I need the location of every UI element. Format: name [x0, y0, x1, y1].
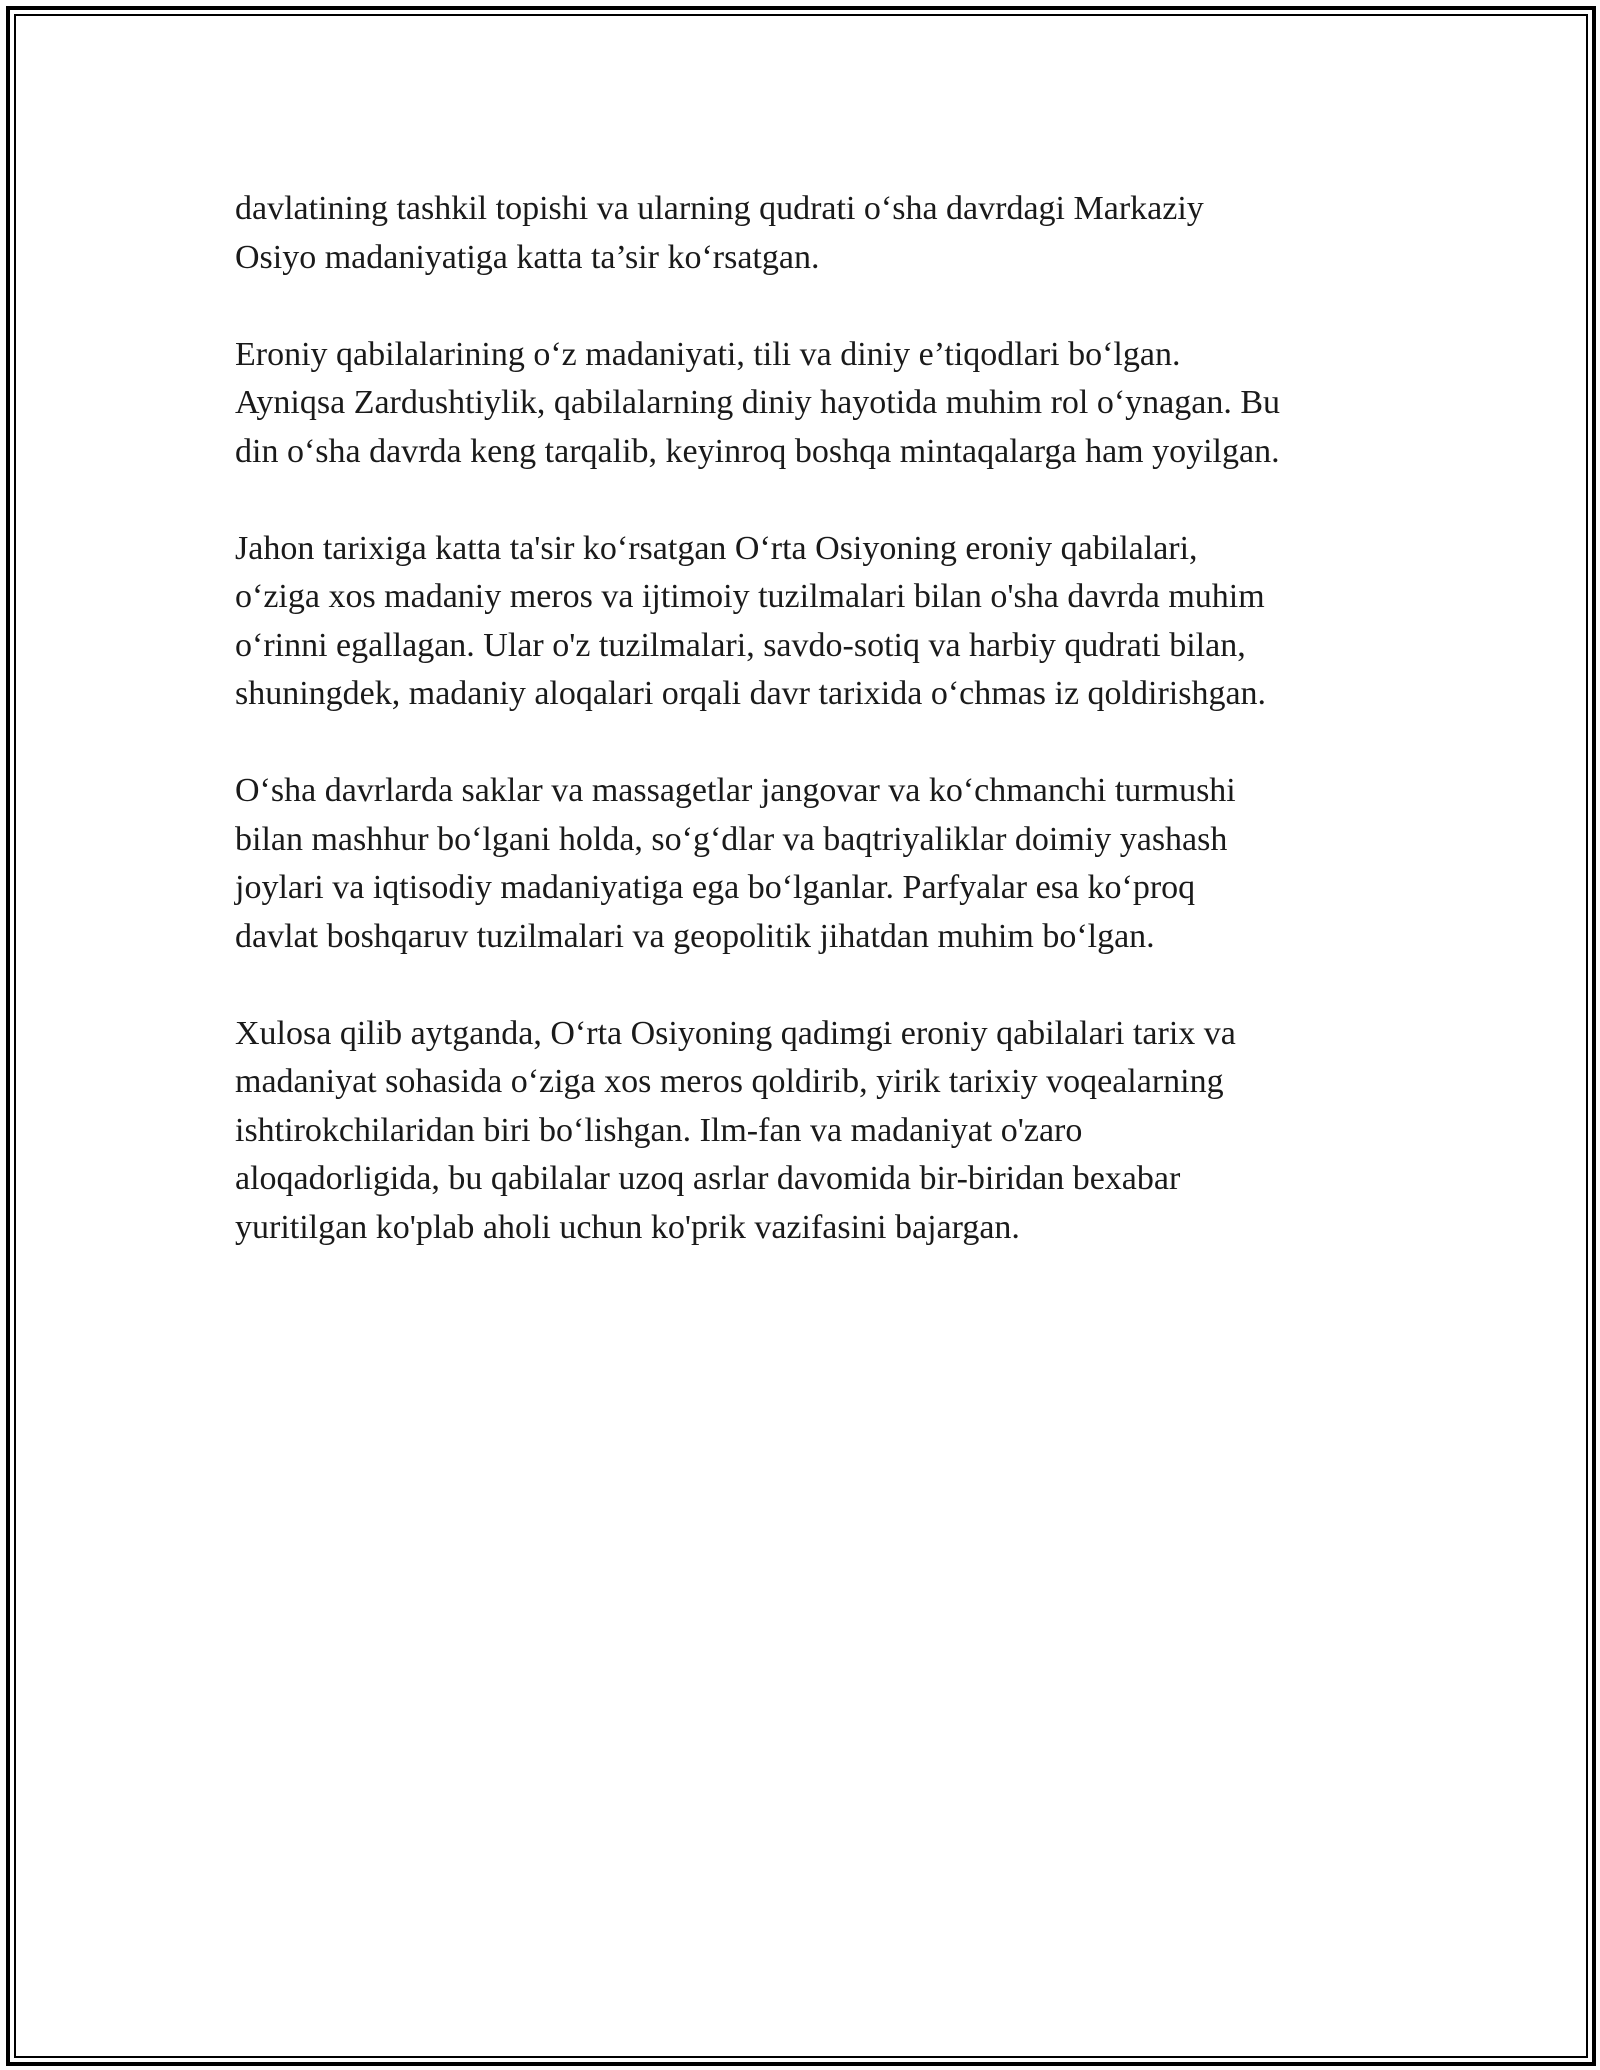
- paragraph-5: Xulosa qilib aytganda, O‘rta Osiyoning qadimgi eroniy qabilalari tarix va madaniyat sohasida o‘ziga xos meros qoldirib, yirik tarixiy voqealarning ishtirokchilaridan biri bo‘lishgan. Ilm-fan va madaniyat o'zaro aloqadorligida, bu qabilalar uzoq asrlar davomida bir-biridan bexabar yuritilgan ko'plab aholi uchun ko'prik vazifasini bajargan.: [235, 1014, 1236, 1246]
- paragraph-2: Eroniy qabilalarining o‘z madaniyati, tili va diniy e’tiqodlari bo‘lgan. Ayniqsa Zardushtiylik, qabilalarning diniy hayotida muhim rol o‘ynagan. Bu din o‘sha davrda keng tarqalib, keyinroq boshqa mintaqalarga ham yoyilgan.: [235, 335, 1281, 470]
- paragraph-4: O‘sha davrlarda saklar va massagetlar jangovar va ko‘chmanchi turmushi bilan mashhur bo‘lgani holda, so‘g‘dlar va baqtriyaliklar doimiy yashash joylari va iqtisodiy madaniyatiga ega bo‘lganlar. Parfyalar esa ko‘proq davlat boshqaruv tuzilmalari va geopolitik jihatdan muhim bo‘lgan.: [235, 772, 1236, 955]
- paragraph-1: davlatining tashkil topishi va ularning qudrati o‘sha davrdagi Markaziy Osiyo madaniyatiga katta ta’sir ko‘rsatgan.: [235, 190, 1204, 276]
- paragraph-3: Jahon tarixiga katta ta'sir ko‘rsatgan O‘rta Osiyoning eroniy qabilalari, o‘ziga xos madaniy meros va ijtimoiy tuzilmalari bilan o'sha davrda muhim o‘rinni egallagan. Ular o'z tuzilmalari, savdo-sotiq va harbiy qudrati bilan, shuningdek, madaniy aloqalari orqali davr tarixida o‘chmas iz qoldirishgan.: [235, 529, 1267, 712]
- document-body: [235, 185, 1405, 1301]
